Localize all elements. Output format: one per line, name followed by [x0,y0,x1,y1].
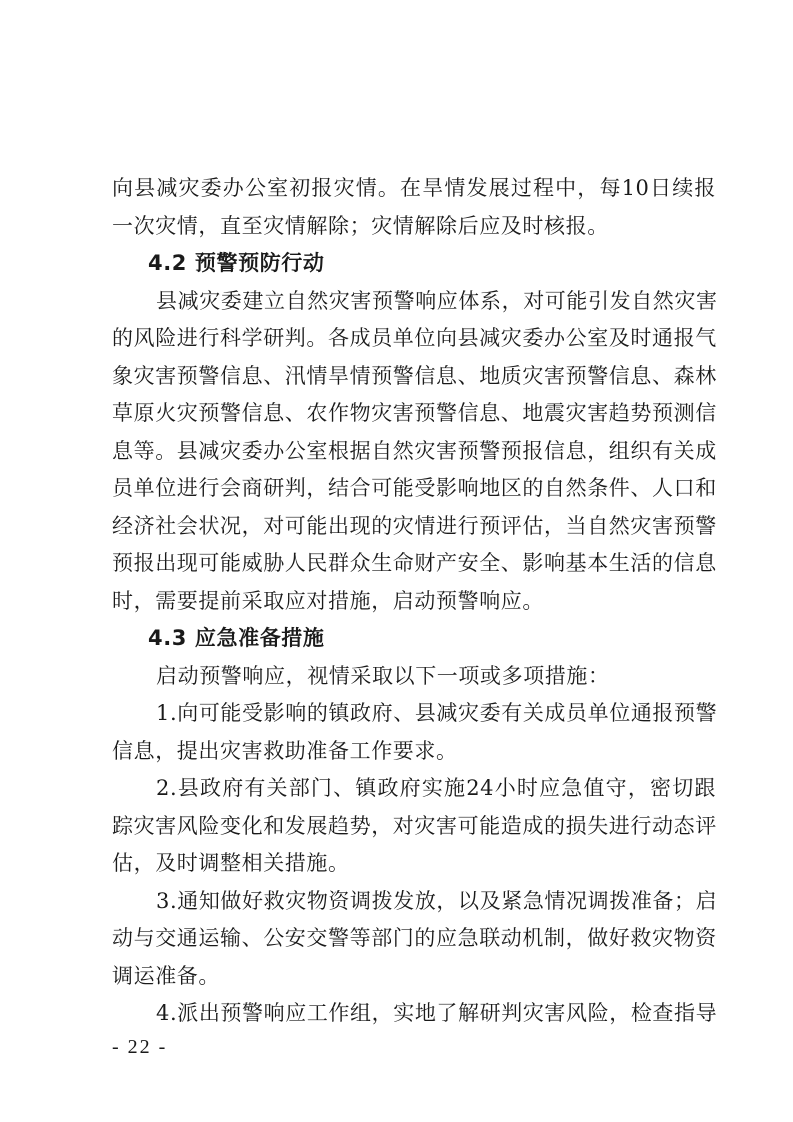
paragraph-line: 一次灾情，直至灾情解除；灾情解除后应及时核报。 [112,213,609,238]
paragraph-line: 县减灾委建立自然灾害预警响应体系，对可能引发自然灾害 [156,288,718,313]
list-item-line: 2.县政府有关部门、镇政府实施24小时应急值守，密切跟 [156,776,716,800]
paragraph-line: 经济社会状况，对可能出现的灾情进行预评估，当自然灾害预警 [112,513,717,538]
paragraph-line: 象灾害预警信息、汛情旱情预警信息、地质灾害预警信息、森林 [112,363,717,388]
section-heading: 4.3 应急准备措施 [148,626,325,650]
paragraph-line: 员单位进行会商研判，结合可能受影响地区的自然条件、人口和 [112,476,717,500]
paragraph-line: 启动预警响应，视情采取以下一项或多项措施： [156,663,610,688]
section-heading: 4.2 预警预防行动 [148,251,325,275]
paragraph-line: 的风险进行科学研判。各成员单位向县减灾委办公室及时通报气 [112,326,717,350]
paragraph-line: 草原火灾预警信息、农作物灾害预警信息、地震灾害趋势预测信 [112,401,717,425]
paragraph-line: 息等。县减灾委办公室根据自然灾害预警预报信息，组织有关成 [112,438,717,463]
list-item-line: 3.通知做好救灾物资调拨发放，以及紧急情况调拨准备；启 [156,888,718,913]
list-item-line: 4.派出预警响应工作组，实地了解研判灾害风险，检查指导 [156,1001,718,1025]
list-item-line: 1.向可能受影响的镇政府、县减灾委有关成员单位通报预警 [156,701,718,725]
list-item-line: 动与交通运输、公安交警等部门的应急联动机制，做好救灾物资 [112,926,717,950]
paragraph-line: 预报出现可能威胁人民群众生命财产安全、影响基本生活的信息 [112,551,717,575]
list-item-line: 估，及时调整相关措施。 [112,851,350,875]
page-number: - 22 - [112,1036,168,1058]
document-body [112,170,716,1033]
list-item-line: 信息，提出灾害救助准备工作要求。 [112,738,458,763]
paragraph-line: 向县减灾委办公室初报灾情。在旱情发展过程中，每10日续报 [112,176,716,200]
list-item-line: 踪灾害风险变化和发展趋势，对灾害可能造成的损失进行动态评 [112,813,717,838]
paragraph-line: 时，需要提前采取应对措施，启动预警响应。 [112,588,544,613]
list-item-line: 调运准备。 [112,963,220,988]
